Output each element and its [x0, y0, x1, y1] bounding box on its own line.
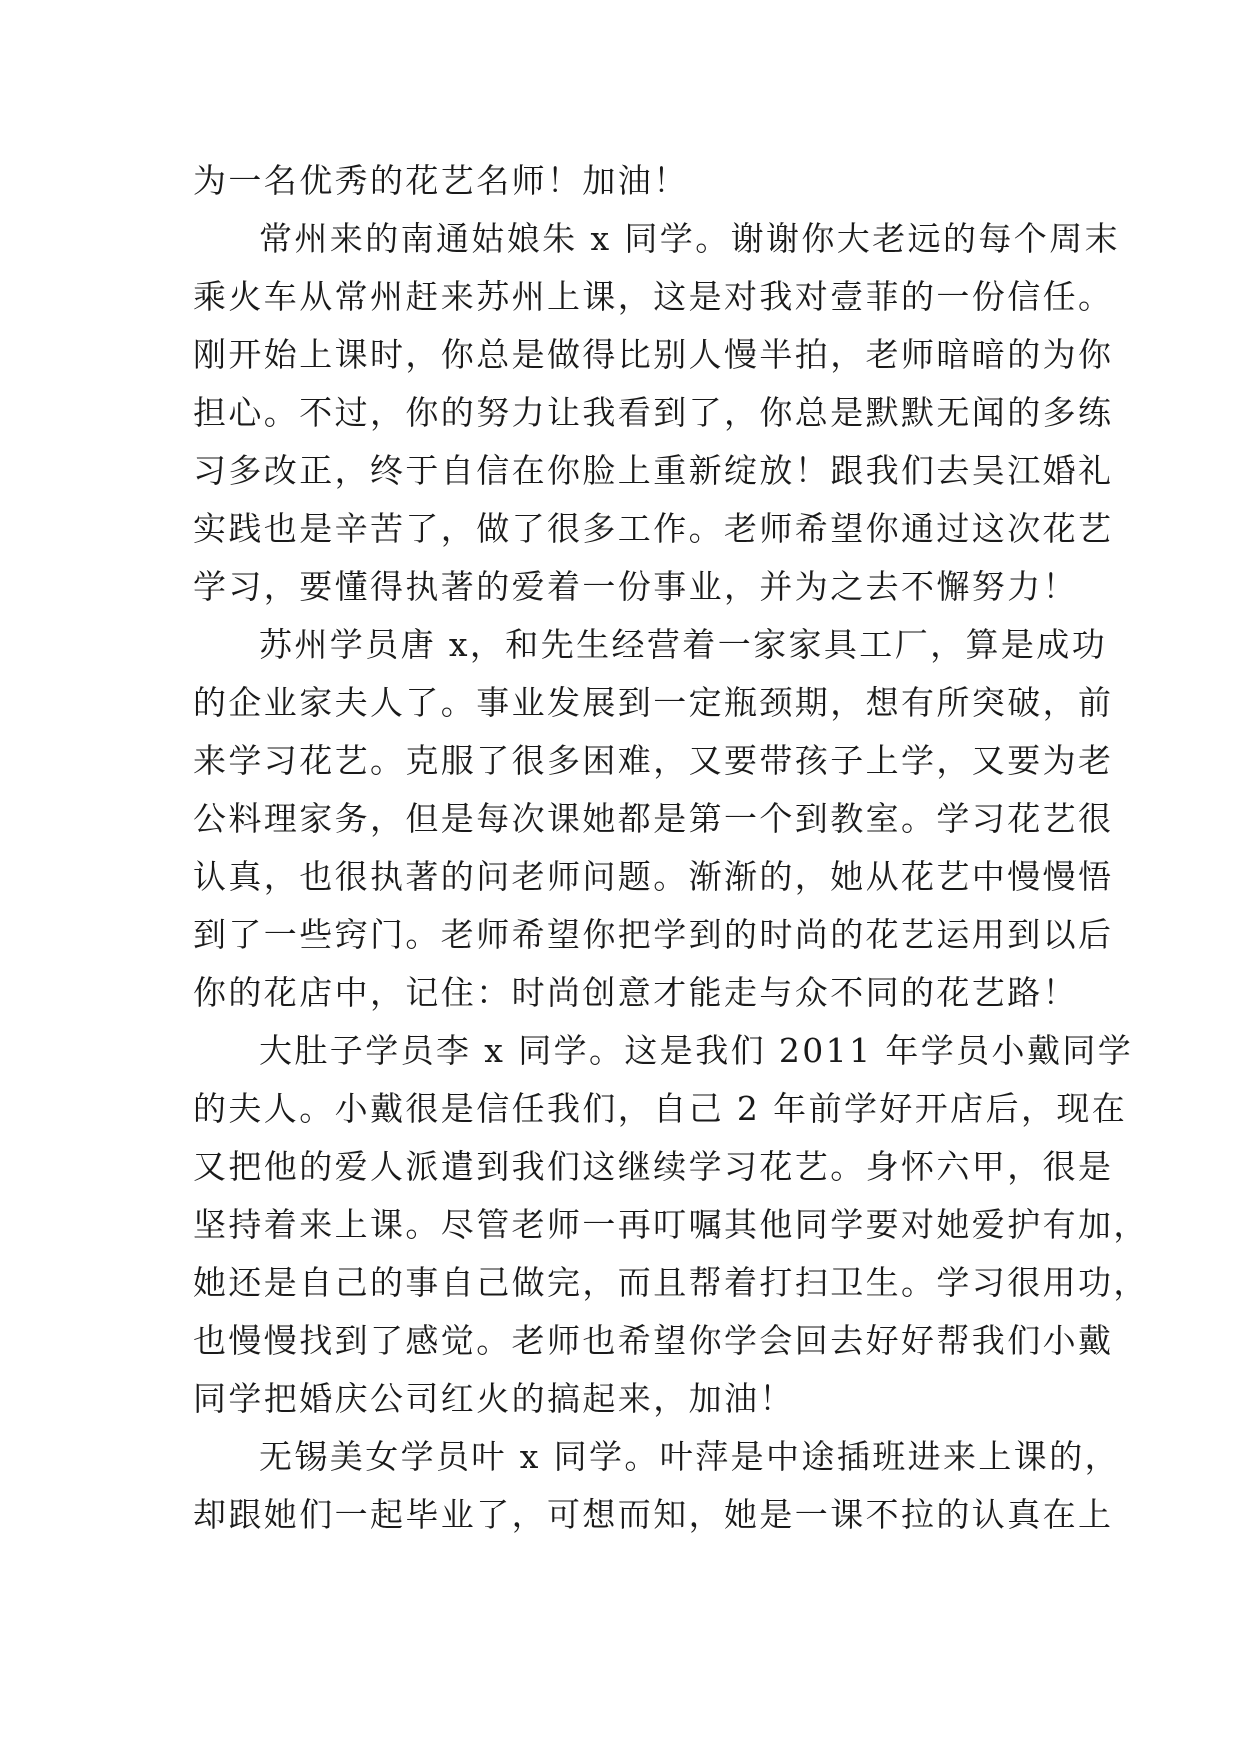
text-line: 担心。不过，你的努力让我看到了，你总是默默无闻的多练 — [193, 393, 1114, 432]
paragraph-first-line: 无锡美女学员叶 x 同学。叶萍是中途插班进来上课的， — [259, 1437, 1120, 1476]
text-line: 实践也是辛苦了，做了很多工作。老师希望你通过这次花艺 — [193, 509, 1114, 548]
paragraph-first-line: 苏州学员唐 x，和先生经营着一家家具工厂，算是成功 — [259, 625, 1108, 664]
paragraph-first-line: 常州来的南通姑娘朱 x 同学。谢谢你大老远的每个周末 — [259, 219, 1120, 258]
text-line: 学习，要懂得执著的爱着一份事业，并为之去不懈努力！ — [193, 567, 1078, 606]
text-line: 你的花店中，记住：时尚创意才能走与众不同的花艺路！ — [193, 973, 1078, 1012]
text-line: 乘火车从常州赶来苏州上课，这是对我对壹菲的一份信任。 — [193, 277, 1114, 316]
text-line: 却跟她们一起毕业了，可想而知，她是一课不拉的认真在上 — [193, 1495, 1114, 1534]
document-body — [193, 152, 1149, 1544]
text-line: 刚开始上课时，你总是做得比别人慢半拍，老师暗暗的为你 — [193, 335, 1114, 374]
text-line: 的夫人。小戴很是信任我们，自己 2 年前学好开店后，现在 — [193, 1089, 1128, 1128]
text-line: 的企业家夫人了。事业发展到一定瓶颈期，想有所突破，前 — [193, 683, 1114, 722]
text-line: 坚持着来上课。尽管老师一再叮嘱其他同学要对她爱护有加， — [193, 1205, 1149, 1244]
paragraph-first-line: 大肚子学员李 x 同学。这是我们 2011 年学员小戴同学 — [259, 1031, 1134, 1070]
text-line: 习多改正，终于自信在你脸上重新绽放！跟我们去吴江婚礼 — [193, 451, 1114, 490]
text-line: 为一名优秀的花艺名师！加油！ — [193, 161, 689, 200]
text-line: 也慢慢找到了感觉。老师也希望你学会回去好好帮我们小戴 — [193, 1321, 1114, 1360]
text-line: 同学把婚庆公司红火的搞起来，加油！ — [193, 1379, 795, 1418]
text-line: 公料理家务，但是每次课她都是第一个到教室。学习花艺很 — [193, 799, 1114, 838]
text-line: 来学习花艺。克服了很多困难，又要带孩子上学，又要为老 — [193, 741, 1114, 780]
text-line: 她还是自己的事自己做完，而且帮着打扫卫生。学习很用功， — [193, 1263, 1149, 1302]
text-line: 到了一些窍门。老师希望你把学到的时尚的花艺运用到以后 — [193, 915, 1114, 954]
text-line: 又把他的爱人派遣到我们这继续学习花艺。身怀六甲，很是 — [193, 1147, 1114, 1186]
text-line: 认真，也很执著的问老师问题。渐渐的，她从花艺中慢慢悟 — [193, 857, 1114, 896]
